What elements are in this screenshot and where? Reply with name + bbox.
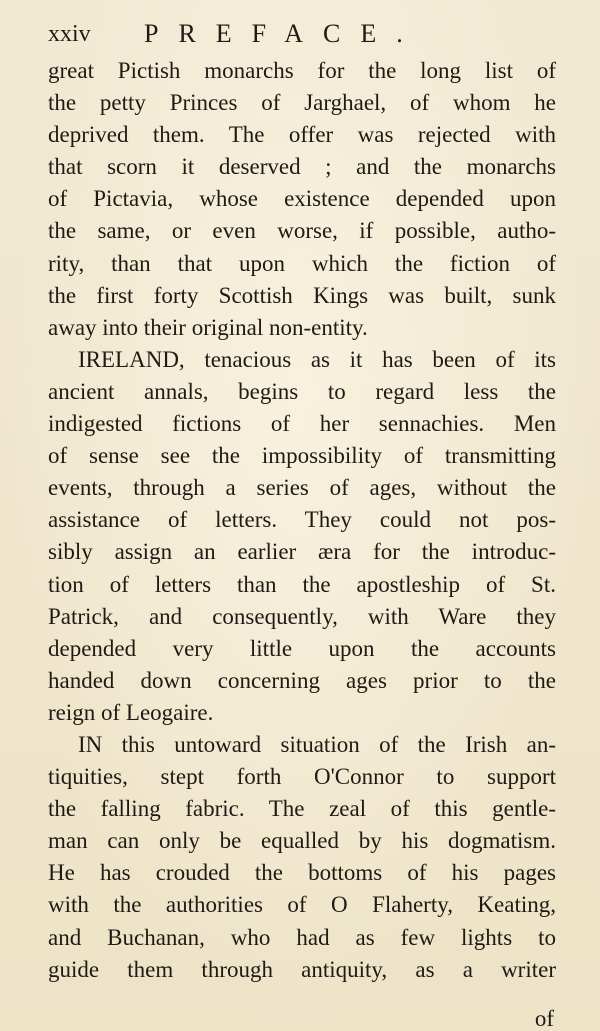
text-line: rity, than that upon which the fiction of — [48, 250, 556, 276]
text-line: guide them through antiquity, as a writer — [48, 956, 556, 982]
text-line: the petty Princes of Jarghael, of whom he — [48, 90, 556, 116]
text-line: tion of letters than the apostleship of St. — [48, 571, 556, 597]
text-line: man can only be equalled by his dogmatism. — [48, 828, 556, 854]
text-line: handed down concerning ages prior to the — [48, 667, 556, 693]
text-line: events, through a series of ages, without the — [48, 475, 556, 501]
text-line: and Buchanan, who had as few lights to — [48, 924, 556, 950]
text-line: sibly assign an earlier æra for the introduc- — [48, 539, 556, 565]
text-line: ancient annals, begins to regard less the — [48, 378, 556, 404]
text-line: the falling fabric. The zeal of this gentle- — [48, 796, 556, 822]
text-line: the first forty Scottish Kings was built, sunk — [48, 282, 556, 308]
page-header — [48, 14, 568, 54]
text-line: tiquities, stept forth O'Connor to support — [48, 764, 556, 790]
catchword: of — [534, 1006, 554, 1031]
text-line: of Pictavia, whose existence depended upon — [48, 186, 556, 212]
text-line: that scorn it deserved ; and the monarchs — [48, 154, 556, 180]
text-line: He has crouded the bottoms of his pages — [48, 860, 556, 886]
text-line: the same, or even worse, if possible, autho- — [48, 218, 556, 244]
text-line: away into their original non-entity. — [48, 314, 368, 340]
text-line: with the authorities of O Flaherty, Keating, — [48, 892, 556, 918]
page-number: xxiv — [48, 21, 91, 47]
text-line: assistance of letters. They could not pos- — [48, 507, 556, 533]
text-line: IRELAND, tenacious as it has been of its — [78, 346, 556, 372]
body-text — [48, 55, 556, 986]
text-line: of sense see the impossibility of transmitting — [48, 443, 556, 469]
text-line: Patrick, and consequently, with Ware they — [48, 603, 556, 629]
text-line: reign of Leogaire. — [48, 699, 214, 725]
text-line: IN this untoward situation of the Irish an- — [78, 731, 556, 757]
text-line: depended very little upon the accounts — [48, 635, 556, 661]
running-title: PREFACE. — [144, 19, 423, 48]
text-line: deprived them. The offer was rejected with — [48, 122, 556, 148]
text-line: indigested fictions of her sennachies. Men — [48, 411, 556, 437]
text-line: great Pictish monarchs for the long list of — [48, 58, 556, 83]
